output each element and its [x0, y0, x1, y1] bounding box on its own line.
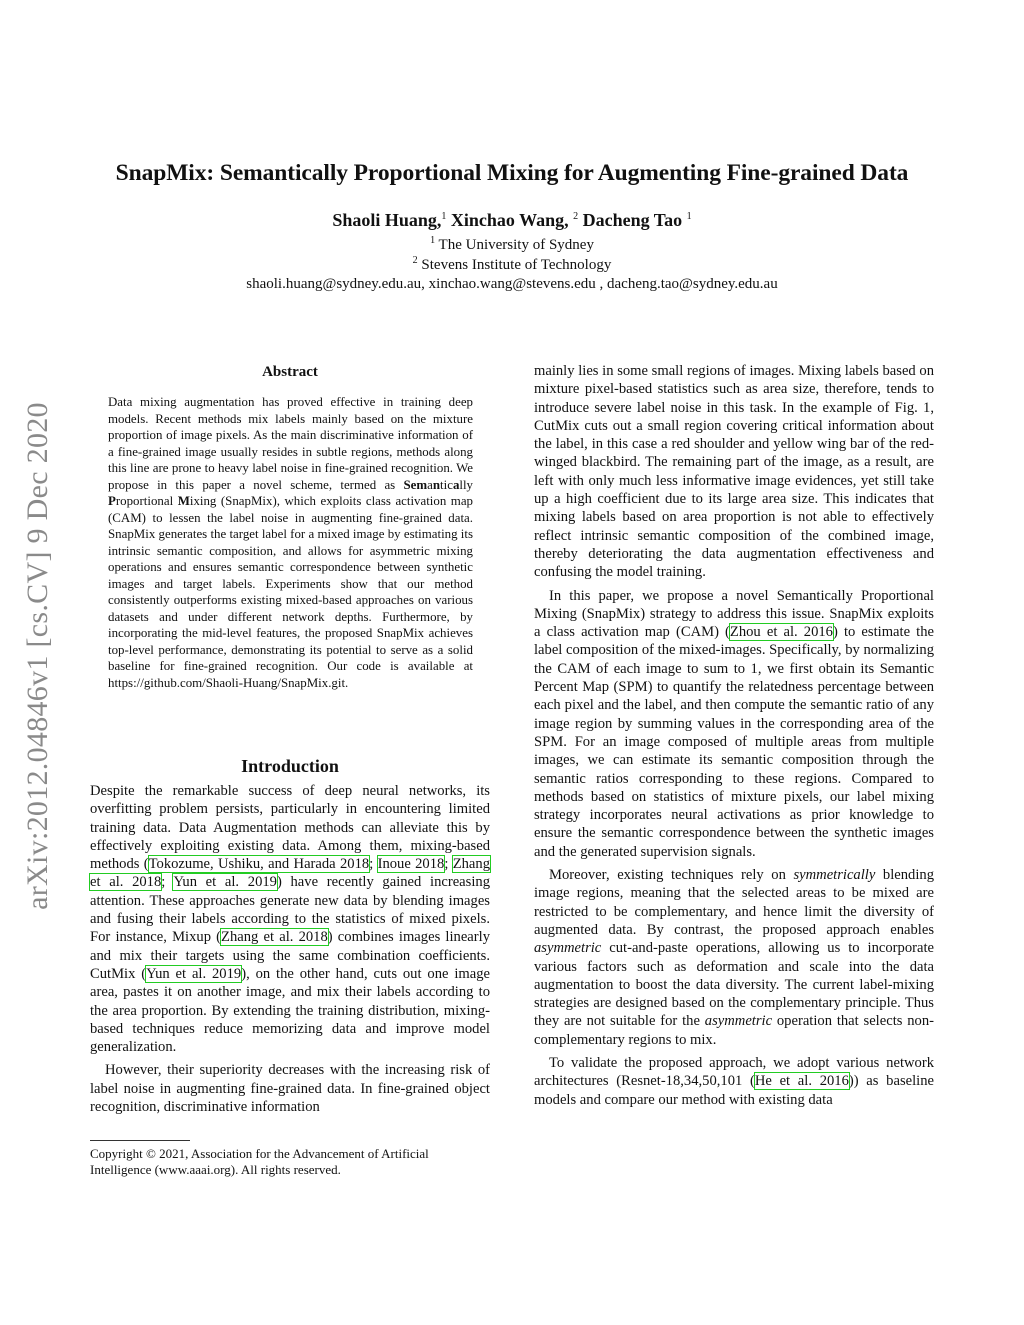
left-column — [90, 782, 490, 1121]
author-name: Xinchao Wang, — [450, 210, 569, 230]
acronym-letter: P — [108, 494, 116, 508]
abstract-body — [108, 394, 473, 691]
author-affiliation-mark: 1 — [686, 211, 692, 222]
paragraph-text: operation that selects non-complementary regions to mix. — [534, 1013, 935, 1048]
copyright-footnote: Copyright © 2021, Association for the Advancement of Artificial Intelligence (www.aaai.org). All rights reserved. — [90, 1146, 429, 1177]
paper-title: SnapMix: Semantically Proportional Mixing for Augmenting Fine-grained Data — [115, 160, 909, 186]
citation-link[interactable]: Inoue 2018 — [377, 856, 445, 873]
introduction-heading: Introduction — [241, 756, 339, 776]
paragraph-text: ; — [369, 856, 378, 873]
paragraph-text: ) have recently gained increasing attention. These approaches generate new data by blending images and fusing their labels according to the statistics of mixed pixels. For instance, Mixup ( — [90, 874, 490, 946]
acronym-text: tic — [440, 477, 453, 492]
author-emails: shaoli.huang@sydney.edu.au, xinchao.wang@stevens.edu , dacheng.tao@sydney.edu.au — [246, 276, 778, 292]
affiliation-mark: 2 — [412, 255, 418, 266]
arxiv-id: arXiv:2012.04846v1 [cs.CV] 9 Dec 2020 — [21, 402, 54, 910]
paragraph-text: Despite the remarkable success of deep neural networks, its overfitting problem persists, particularly in encountering limited training data. Data Augmentation methods can alleviate this by effectively exploiting existing data. Among them, mixing-based methods ( — [90, 783, 490, 873]
paragraph-text: ) combines images linearly and mix their targets using the same combination coefficients. CutMix ( — [90, 929, 490, 982]
emphasis-text: asymmetric — [534, 940, 602, 957]
acronym-text: a — [427, 477, 433, 492]
right-column — [534, 362, 934, 1114]
intro-paragraph — [90, 782, 490, 1056]
body-paragraph — [534, 866, 934, 1049]
body-paragraph — [534, 1054, 934, 1109]
affiliation-name: Stevens Institute of Technology — [421, 257, 612, 273]
paragraph-text: )) as baseline models and compare our method with existing data — [534, 1073, 934, 1108]
affiliation — [0, 237, 1024, 254]
acronym-text: lly — [459, 477, 473, 492]
author-name: Shaoli Huang, — [332, 210, 442, 230]
paragraph-text: blending image regions, meaning that the selected areas to be mixed are restricted to be complementary, and hence limit the diversity of augmented data. By contrast, the proposed approach enables — [534, 867, 934, 938]
body-paragraph — [534, 587, 934, 861]
citation-link[interactable]: Zhou et al. 2016 — [729, 624, 833, 641]
intro-paragraph: However, their superiority decreases with the increasing risk of label noise in augmenting fine-grained data. In fine-grained object recognition, discriminative information — [90, 1062, 490, 1116]
acronym-letter: M — [177, 494, 190, 508]
citation-link[interactable]: Zhang et al. 2018 — [90, 856, 491, 891]
acronym-text: roportional — [115, 494, 178, 508]
author-affiliation-mark: 1 — [441, 211, 447, 222]
emphasis-text: symmetrically — [793, 867, 876, 884]
acronym-letter: n — [432, 477, 441, 492]
paragraph-text: In this paper, we propose a novel Semantically Proportional Mixing (SnapMix) strategy to address this issue. SnapMix exploits a class activation map (CAM) ( — [534, 587, 934, 641]
paragraph-text: ; — [444, 856, 453, 873]
author-affiliation-mark: 2 — [573, 211, 579, 222]
paragraph-text: To validate the proposed approach, we adopt various network architectures (Resnet-18,34,50,101 ( — [534, 1054, 934, 1090]
footnote-divider — [90, 1140, 190, 1141]
paragraph-text: ), on the other hand, cuts out one image area, pastes it on another image, and mix their labels according to the area proportion. By extending the training distribution, mixing-based techniques reduce memorizing data and improve model generalization. — [90, 965, 491, 1056]
citation-link[interactable]: Tokozume, Ushiku, and Harada 2018 — [148, 856, 370, 873]
abstract-heading: Abstract — [262, 364, 318, 380]
paragraph-text: cut-and-paste operations, allowing us to incorporate various factors such as deformation and scale into the data augmentation to boost the data diversity. The current label-mixing strategies are designed based on the complementary principle. Thus they are not suitable for the — [534, 940, 934, 1030]
acronym-letter: Sem — [403, 477, 428, 492]
arxiv-stamp — [10, 356, 66, 956]
citation-link[interactable]: Yun et al. 2019 — [173, 874, 277, 891]
affiliation-name: The University of Sydney — [438, 237, 594, 253]
paragraph-text: ; — [161, 874, 174, 891]
acronym-text: ixing — [189, 494, 217, 508]
acronym-letter: a — [452, 477, 460, 492]
citation-link[interactable]: Yun et al. 2019 — [146, 965, 242, 982]
body-paragraph: mainly lies in some small regions of images. Mixing labels based on mixture pixel-based statistics such as area size, therefore, tends to introduce severe label noise in this task. In the example of Fig. 1, CutMix cuts out a small region covering critical information about the label, in this case a red shoulder and yellow wing bar of the red-winged blackbird. The remaining part of the image, as a result, are left with only much less informative image evidences, yet still take up a high coefficient due to its large area size. This indicates that mixing labels based on area proportion is not able to effectively reflect intrinsic semantic composition of the combined image, thereby deteriorating the data augmentation effectiveness and confusing the model training. — [534, 363, 934, 581]
emphasis-text: asymmetric — [704, 1013, 773, 1030]
abstract-text: (SnapMix), which exploits class activation map (CAM) to lessen the label noise in augmenting fine-grained data. SnapMix generates the target label for a mixed image by estimating its intrinsic semantic composition, and allows for asymmetric mixing operations and ensures semantic correspondence between synthetic images and target labels. Experiments show that our method consistently outperforms existing mixed-based approaches on various datasets and under different network depths. Furthermore, by incorporating the mid-level features, the proposed SnapMix achieves top-level performance, demonstrating its potential to serve as a solid baseline for fine-grained recognition. Our code is available at https://github.com/Shaoli-Huang/SnapMix.git. — [108, 494, 473, 690]
affiliation-mark: 1 — [430, 235, 436, 246]
abstract-text: Data mixing augmentation has proved effective in training deep models. Recent methods mix labels mainly based on the mixture proportion of image pixels. As the main discriminative information of a fine-grained image usually resides in subtle regions, methods along this line are prone to heavy label noise in fine-grained recognition. We propose in this paper a novel scheme, termed as — [108, 395, 473, 492]
paragraph-text: ) to estimate the label composition of the mixed-images. Specifically, by normalizing the CAM of each image to sum to 1, we first obtain its Semantic Percent Map (SPM) to quantify the relatedness percentage between each pixel and the label, and then compute the semantic ratio of any image region by summing values in the corresponding area of the SPM. For an image composed of multiple areas from multiple images, we can estimate its semantic composition through the semantic ratios corresponding to these regions. Compared to methods based on statistics of mixture pixels, our label mixing strategy incorporates neural activations as prior knowledge to ensure the semantic correspondence between the synthetic images and the generated supervision signals. — [534, 624, 934, 860]
paragraph-text: Moreover, existing techniques rely on — [549, 867, 794, 884]
affiliation — [0, 257, 1024, 274]
author-name: Dacheng Tao — [582, 210, 683, 230]
citation-link[interactable]: Zhang et al. 2018 — [221, 929, 328, 946]
author-list — [0, 210, 1024, 231]
citation-link[interactable]: He et al. 2016 — [754, 1073, 849, 1090]
